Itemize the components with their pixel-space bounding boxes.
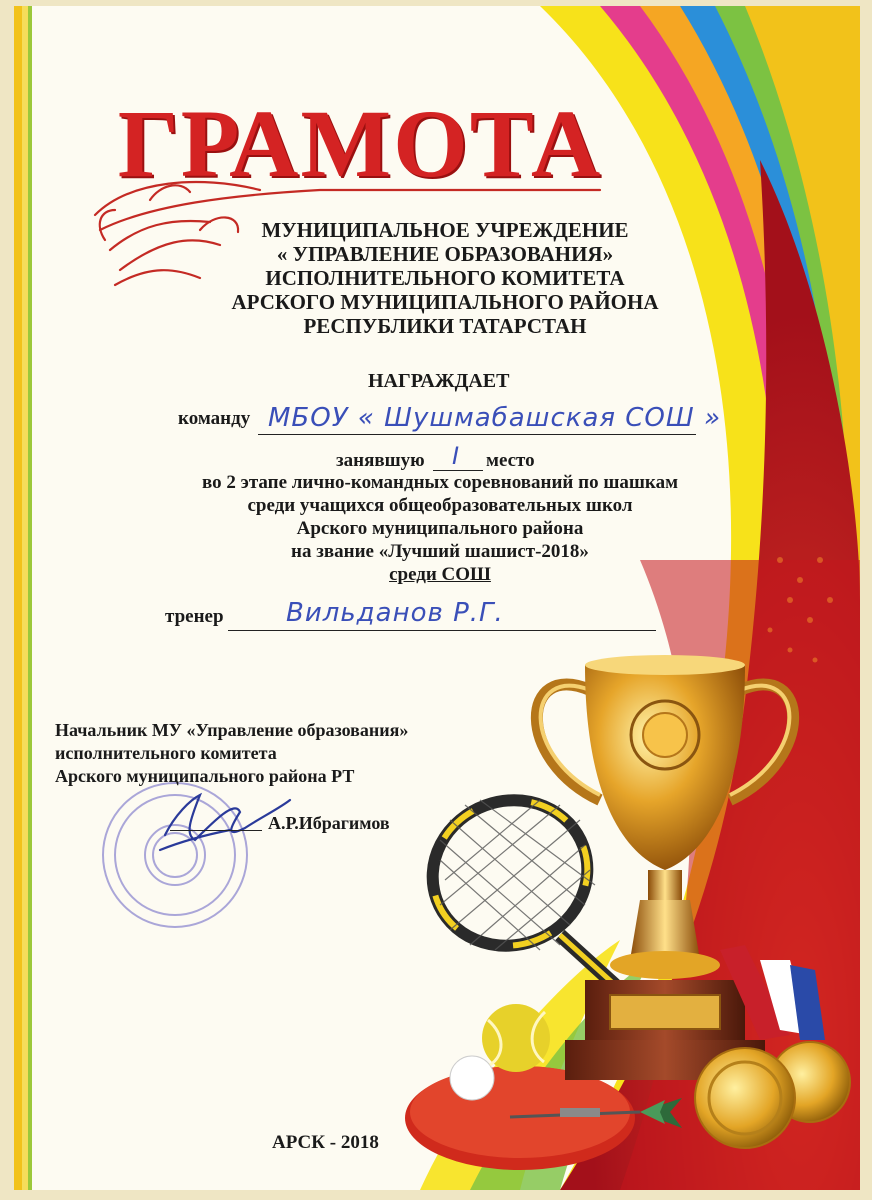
description-line-2: среди учащихся общеобразовательных школ <box>247 495 633 516</box>
coach-label: тренер <box>165 606 224 627</box>
organization-line-2: « УПРАВЛЕНИЕ ОБРАЗОВАНИЯ» <box>276 242 614 266</box>
tennis-ball <box>482 1004 550 1072</box>
coach-underline <box>228 630 656 631</box>
organization-line-4: АРСКОГО МУНИЦИПАЛЬНОГО РАЙОНА <box>231 290 659 314</box>
organization-line-3: ИСПОЛНИТЕЛЬНОГО КОМИТЕТА <box>265 266 625 290</box>
signatory-line-1: Начальник МУ «Управление образования» <box>55 720 409 740</box>
team-value: МБОУ « Шушмабашская СОШ » <box>268 403 722 433</box>
signatory-line-3: Арского муниципального района РТ <box>55 766 355 786</box>
signatory-name: А.Р.Ибрагимов <box>268 813 390 833</box>
footer-city-year: АРСК - 2018 <box>272 1132 379 1153</box>
certificate-title: ГРАМОТА <box>117 90 603 197</box>
team-underline <box>258 434 696 435</box>
category-line: среди СОШ <box>389 564 491 585</box>
place-value: I <box>452 442 461 470</box>
place-label-before: занявшую <box>336 450 425 471</box>
signature-underline <box>170 830 262 831</box>
description-line-3: Арского муниципального района <box>296 518 584 539</box>
signatory-line-2: исполнительного комитета <box>55 743 277 763</box>
organization-line-5: РЕСПУБЛИКИ ТАТАРСТАН <box>303 314 587 338</box>
awards-label: НАГРАЖДАЕТ <box>368 370 510 392</box>
team-label: команду <box>178 408 251 429</box>
place-underline <box>433 470 483 471</box>
place-label-after: место <box>486 450 535 471</box>
coach-value: Вильданов Р.Г. <box>286 598 504 628</box>
description-line-4: на звание «Лучший шашист-2018» <box>291 541 589 562</box>
description-line-1: во 2 этапе лично-командных соревнований по шашкам <box>201 472 679 493</box>
organization-line-1: МУНИЦИПАЛЬНОЕ УЧРЕЖДЕНИЕ <box>261 218 629 242</box>
